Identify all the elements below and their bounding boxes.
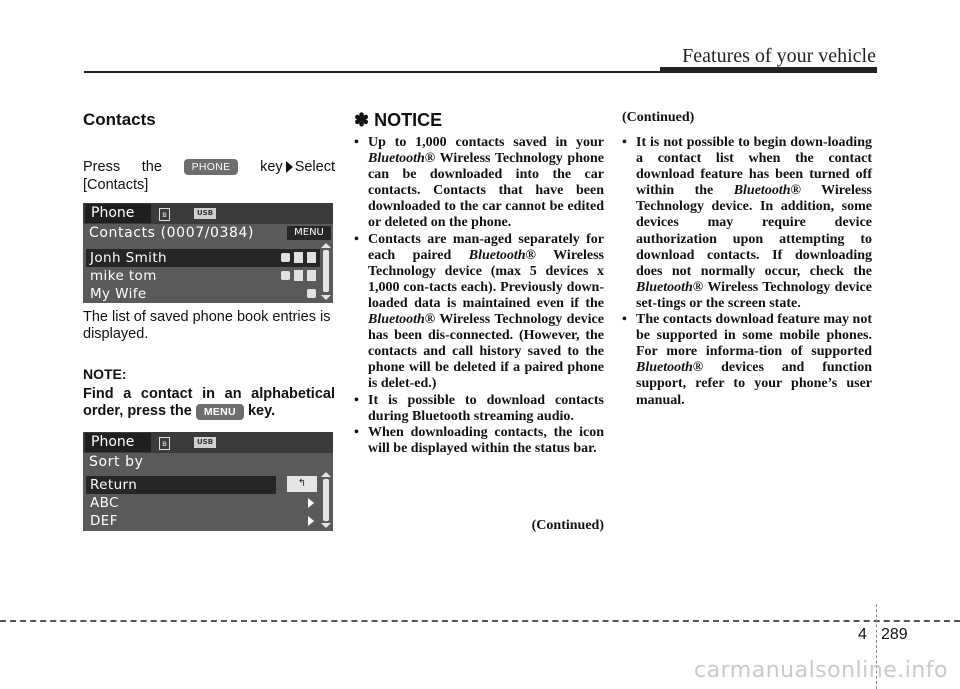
arrow-right-icon xyxy=(308,498,314,508)
the-word: the xyxy=(141,159,162,175)
scrollbar xyxy=(323,250,329,292)
sort-option: DEF xyxy=(90,513,118,529)
notice-text: It is possible to download contacts during Bluetooth streaming audio. xyxy=(368,392,604,424)
notice-text: Wireless Technology phone can be downloaded into the car contacts. Contacts that have been downloaded to the car cannot be edited or deleted on the phone. xyxy=(368,151,604,231)
notice-item xyxy=(354,393,604,425)
arrow-right-icon xyxy=(286,161,293,173)
note-text: key. xyxy=(247,403,276,419)
footer-rule xyxy=(0,620,960,622)
notice-text: Wireless Technology device (max 5 devices x 1,000 con-tacts each). Previously down-loaded data is maintained even if the xyxy=(368,247,604,311)
watermark: carmanualsonline.info xyxy=(694,658,948,683)
notice-text: Contacts are man-aged separately for each paired xyxy=(368,231,604,263)
scroll-down-icon xyxy=(321,295,331,300)
bluetooth-term: Bluetooth® xyxy=(368,312,436,328)
notice-heading: ✽ NOTICE xyxy=(354,110,443,130)
screen-title: Contacts (0007/0384) xyxy=(89,225,255,241)
display-screen-contacts xyxy=(83,203,333,303)
bluetooth-term: Bluetooth® xyxy=(636,279,704,295)
display-screen-sort xyxy=(83,432,333,531)
key-word: key xyxy=(260,159,283,175)
scroll-up-icon xyxy=(321,472,331,477)
contact-name: mike tom xyxy=(90,268,157,284)
bluetooth-icon: ʙ xyxy=(159,208,170,221)
note-body xyxy=(83,386,335,420)
select-word: Select xyxy=(294,159,335,175)
contact-row xyxy=(86,285,320,303)
notice-text: When downloading contacts, the icon will be displayed within the status bar. xyxy=(368,424,604,456)
notice-item xyxy=(354,135,604,232)
home-icon xyxy=(294,252,303,263)
office-icon xyxy=(307,270,316,281)
notice-item xyxy=(622,135,872,312)
phone-icon xyxy=(281,271,290,280)
office-icon xyxy=(307,252,316,263)
continued-label: (Continued) xyxy=(531,518,604,533)
page-header-title: Features of your vehicle xyxy=(682,45,876,67)
phone-icon xyxy=(307,289,316,298)
notice-item xyxy=(622,312,872,409)
sort-row xyxy=(86,512,320,530)
contact-type-icons xyxy=(281,270,316,281)
note-text: order, press the xyxy=(83,403,192,419)
notice-list xyxy=(354,135,604,457)
menu-button: MENU xyxy=(287,226,331,240)
notice-text: Up to 1,000 contacts saved in your xyxy=(368,135,604,150)
sort-option: ABC xyxy=(90,495,119,511)
header-rule-thick xyxy=(660,67,877,73)
return-icon: ↰ xyxy=(287,476,317,492)
sort-option: Return xyxy=(90,477,138,493)
menu-key-badge: MENU xyxy=(196,404,244,420)
notice-text: Wireless Technology device. In addition, some devices may require device authorization upon attempting to download contacts. If downloading does not normally occur, check the xyxy=(636,183,872,279)
note-line-2 xyxy=(83,403,275,419)
screen-tab-phone: Phone xyxy=(85,204,151,223)
notice-item xyxy=(354,232,604,393)
bluetooth-term: Bluetooth® xyxy=(636,360,704,376)
press-word: Press xyxy=(83,159,121,175)
notice-text: It is not possible to begin down-loading a contact list when the contact download feature has been turned off within the xyxy=(636,135,872,199)
contact-name: Jonh Smith xyxy=(90,250,167,266)
section-heading-contacts: Contacts xyxy=(83,110,156,129)
scrollbar xyxy=(323,479,329,521)
contact-type-icons xyxy=(307,288,316,298)
notice-text: Wireless Technology device set-tings or the screen state. xyxy=(636,279,872,311)
select-target: [Contacts] xyxy=(83,177,149,193)
header-rule xyxy=(84,71,662,73)
sort-row xyxy=(86,494,320,512)
scroll-up-icon xyxy=(321,243,331,248)
arrow-right-icon xyxy=(308,516,314,526)
contact-row xyxy=(86,249,320,267)
screen-status-bar xyxy=(83,203,333,224)
phone-key-badge: PHONE xyxy=(184,159,239,175)
key-select xyxy=(260,158,335,176)
notice-list xyxy=(622,135,872,409)
chapter-number: 4 xyxy=(858,626,867,643)
bluetooth-icon: ʙ xyxy=(159,437,170,450)
continued-label: (Continued) xyxy=(622,110,695,125)
bluetooth-term: Bluetooth® xyxy=(733,183,801,199)
usb-icon: USB xyxy=(194,208,216,219)
note-heading: NOTE: xyxy=(83,366,127,382)
notice-text: Wireless Technology device has been dis-connected. (However, the contacts and call history saved to the phone will be deleted if a paired phone is delet-ed.) xyxy=(368,312,604,392)
bluetooth-term: Bluetooth® xyxy=(468,247,536,263)
page-number: 289 xyxy=(881,626,908,643)
contact-row xyxy=(86,267,320,285)
screen-tab-phone: Phone xyxy=(85,433,151,452)
notice-text: devices and function support, refer to your phone’s user manual. xyxy=(636,360,872,408)
phone-icon xyxy=(281,253,290,262)
usb-icon: USB xyxy=(194,437,216,448)
screen-title: Sort by xyxy=(89,454,144,470)
notice-text: The contacts download feature may not be supported in some mobile phones. For more informa-tion of supported xyxy=(636,312,872,360)
screen-status-bar xyxy=(83,432,333,453)
home-icon xyxy=(294,270,303,281)
bluetooth-term: Bluetooth® xyxy=(368,151,436,167)
screen-caption: The list of saved phone book entries is displayed. xyxy=(83,309,331,342)
instruction-press-phone xyxy=(83,158,335,194)
scroll-down-icon xyxy=(321,523,331,528)
contact-type-icons xyxy=(281,252,316,263)
contact-name: My Wife xyxy=(90,286,147,302)
sort-row-return xyxy=(86,476,276,494)
note-line: Find a contact in an alphabetical xyxy=(83,386,335,402)
notice-item xyxy=(354,425,604,457)
